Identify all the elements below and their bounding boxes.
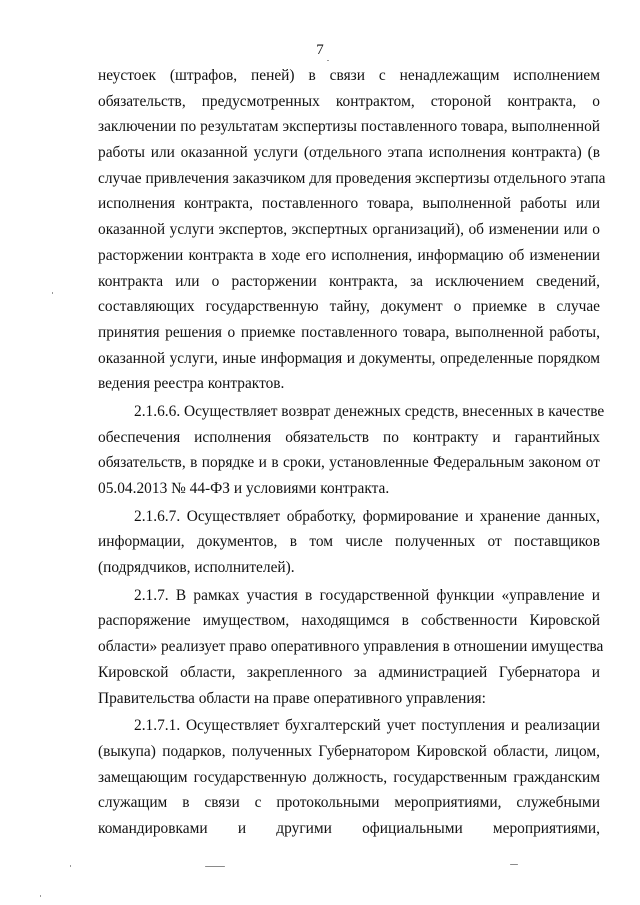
paragraph-2-1-6-7: [98, 504, 600, 581]
text-line: (подрядчиков, исполнителей).: [98, 559, 295, 577]
text-line: Правительства области на праве оперативного управления:: [98, 689, 486, 707]
text-line: работы или оказанной услуги (отдельного этапа исполнения контракта) (в: [98, 144, 600, 162]
text-line: Кировской области, закрепленного за администрацией Губернатора и: [98, 663, 600, 681]
text-line: составляющих государственную тайну, документ о приемке в случае: [98, 298, 600, 316]
paragraph-2-1-7: [98, 583, 604, 711]
text-line: исполнения контракта, поставленного товара, выполненной работы или: [98, 195, 600, 213]
scan-speck: [510, 864, 518, 865]
text-line: замещающим государственную должность, государственным гражданским: [98, 768, 600, 786]
scan-speck: [40, 895, 41, 897]
scan-speck: [205, 866, 225, 867]
text-line: случае привлечения заказчиком для проведения экспертизы отдельного этапа: [98, 169, 606, 187]
text-line: неустоек (штрафов, пеней) в связи с ненадлежащим исполнением: [98, 67, 600, 84]
scan-speck: [327, 60, 329, 61]
text-line: заключении по результатам экспертизы поставленного товара, выполненной: [98, 118, 600, 136]
text-line: оказанной услуги экспертов, экспертных организаций), об изменении или о: [98, 221, 600, 239]
text-line: расторжении контракта в ходе его исполнения, информацию об изменении: [98, 246, 600, 264]
text-line: ведения реестра контрактов.: [98, 375, 285, 393]
text-line: области» реализует право оперативного управления в отношении имущества: [98, 638, 604, 656]
scan-speck: [70, 865, 71, 867]
paragraph-2-1-7-1: [98, 713, 600, 841]
text-line: информации, документов, в том числе полученных от поставщиков: [98, 533, 600, 551]
text-line: 2.1.7. В рамках участия в государственной функции «управление и: [134, 586, 600, 604]
text-line: (выкупа) подарков, полученных Губернатором Кировской области, лицом,: [98, 742, 600, 760]
text-line: контракта или о расторжении контракта, за исключением сведений,: [98, 272, 600, 290]
text-line: 05.04.2013 № 44-ФЗ и условиями контракта.: [98, 480, 390, 497]
text-line: 2.1.6.6. Осуществляет возврат денежных средств, внесенных в качестве: [134, 402, 605, 420]
text-line: служащим в связи с протокольными мероприятиями, служебными: [98, 794, 600, 812]
paragraph-2-1-6-6: [98, 399, 605, 502]
document-body: [98, 63, 606, 842]
text-line: принятия решения о приемке поставленного товара, выполненной работы,: [98, 323, 600, 341]
text-line: распоряжение имуществом, находящимся в собственности Кировской: [98, 612, 600, 630]
text-line: оказанной услуги, иные информация и документы, определенные порядком: [98, 349, 600, 367]
paragraph-continuation: [98, 63, 606, 397]
text-line: обязательств, в порядке и в сроки, установленные Федеральным законом от: [98, 454, 600, 472]
text-line: 2.1.7.1. Осуществляет бухгалтерский учет поступления и реализации: [134, 717, 600, 735]
text-line: 2.1.6.7. Осуществляет обработку, формирование и хранение данных,: [134, 507, 600, 525]
text-line: обязательств, предусмотренных контрактом, стороной контракта, о: [98, 92, 600, 110]
page-number: 7: [316, 42, 324, 58]
text-line: командировками и другими официальными мероприятиями,: [98, 819, 600, 837]
text-line: обеспечения исполнения обязательств по контракту и гарантийных: [98, 428, 600, 446]
scan-speck: [52, 292, 53, 294]
